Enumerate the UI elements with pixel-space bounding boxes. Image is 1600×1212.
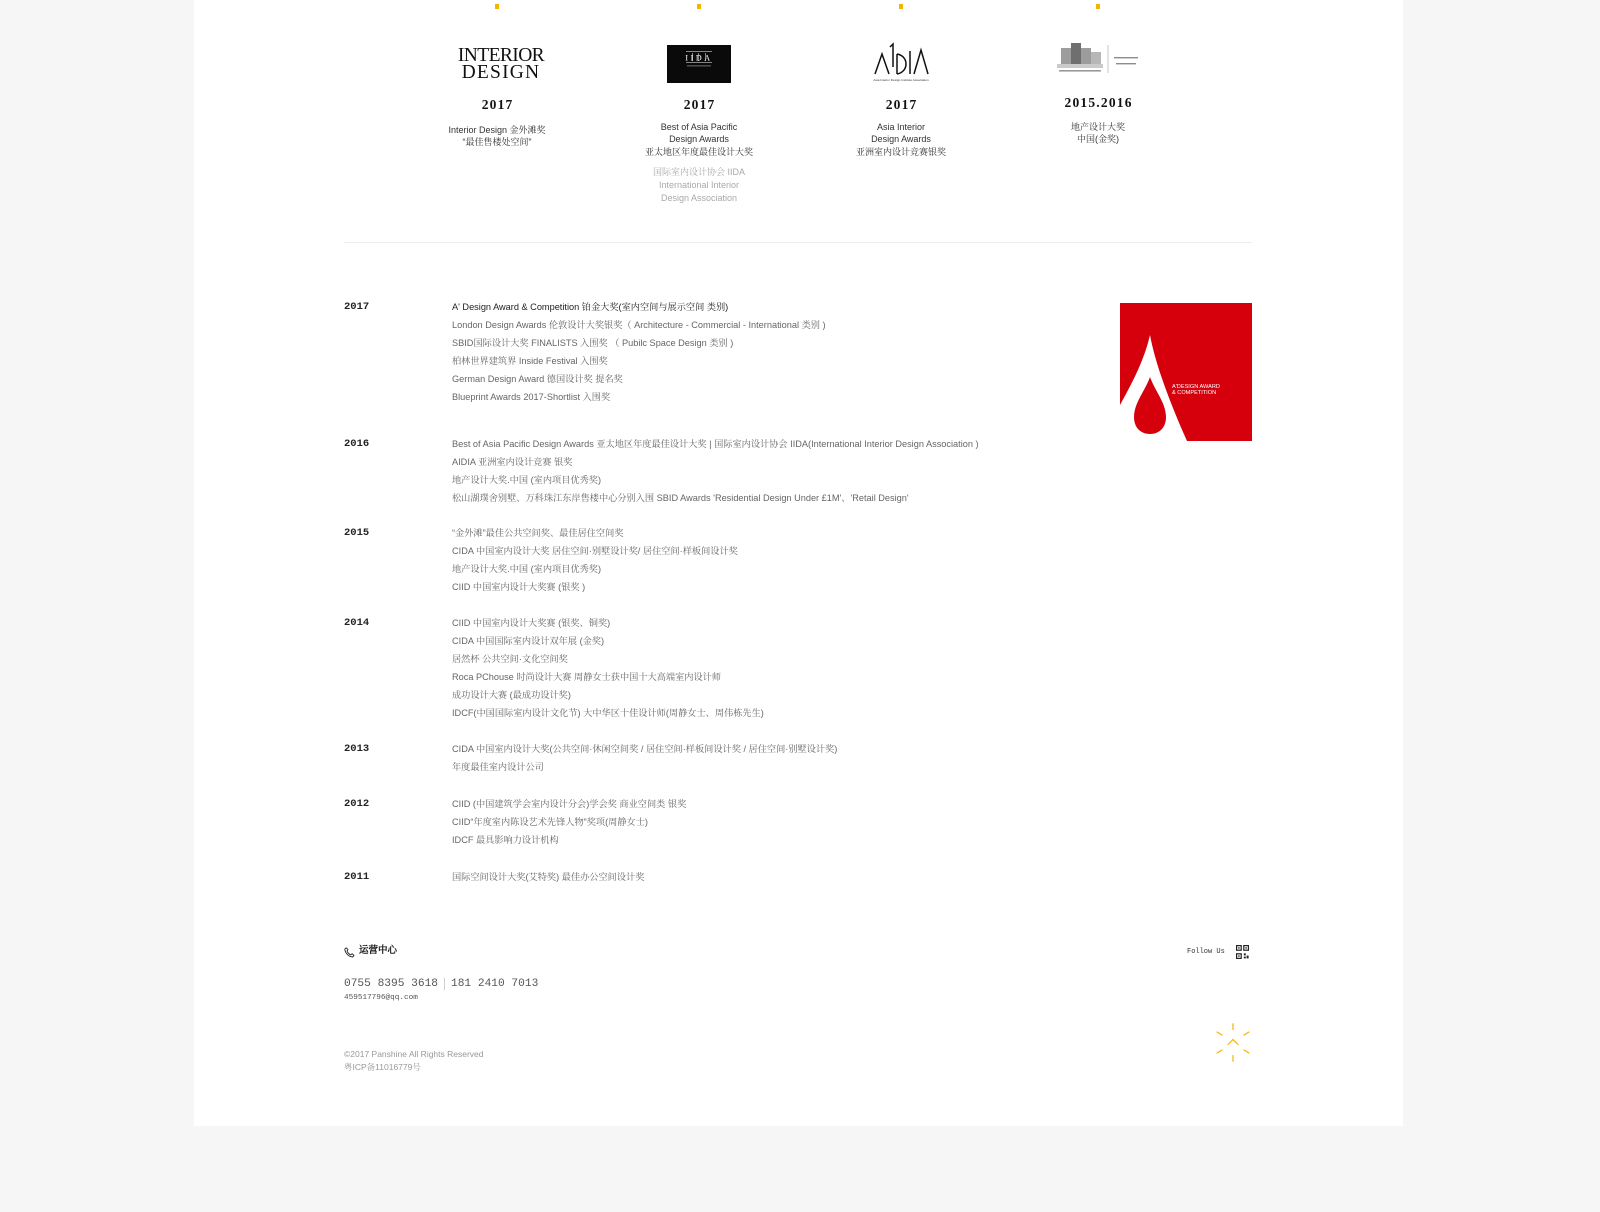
highlight-line: Design Awards [871,134,931,145]
award-item: “金外滩”最佳公共空间奖、最佳居住空间奖 [452,528,624,538]
award-item: Roca PChouse 时尚设计大赛 周静女士获中国十大高端室内设计师 [452,672,722,682]
highlight-year: 2015.2016 [1064,95,1133,110]
award-item: 地产设计大奖.中国 (室内项目优秀奖) [452,564,602,574]
highlight-sub-line: International Interior [658,179,740,190]
award-year-label: 2015 [344,527,370,539]
highlight-sub-line: Design Association [660,192,738,203]
aidia-logo-caption: Asia Interior Design Institute Association [873,78,929,82]
copyright-text: ©2017 Panshine All Rights Reserved [344,1049,484,1059]
highlight-year: 2017 [885,97,918,112]
a-design-award-logo [1120,303,1252,441]
section-divider [344,242,1252,243]
logo-text-line: INTERIOR [457,45,545,66]
follow-us-label: Follow Us [1187,948,1225,956]
award-year-label: 2011 [344,871,370,883]
highlight-sub-line: 国际室内设计协会 IIDA [652,167,745,177]
highlight-organization [599,166,799,204]
award-item: CIID 中国室内设计大奖赛 (银奖、铜奖) [452,618,611,628]
award-item: CIID (中国建筑学会室内设计分会)学会奖 商业空间类 银奖 [452,799,687,809]
icp-license: 粤ICP备11016779号 [344,1061,421,1072]
a-design-logo-text: A'DESIGN AWARD [1172,384,1220,390]
office-label: 运营中心 [359,945,398,956]
award-item: AIDIA 亚洲室内设计竞赛 银奖 [452,457,573,467]
phone-separator [444,978,445,990]
award-item: German Design Award 德国设计奖 提名奖 [452,374,623,384]
highlight-iida [599,0,799,210]
award-item: CIDA 中国室内设计大奖 居住空间·别墅设计奖/ 居住空间·样板间设计奖 [452,546,738,556]
highlight-line: 中国(金奖) [1077,134,1119,145]
award-item: A' Design Award & Competition 铂金大奖(室内空间与展示空间 类别) [452,302,729,312]
award-item: 地产设计大奖.中国 (室内项目优秀奖) [452,475,602,485]
award-item: CIDA 中国室内设计大奖(公共空间·休闲空间奖 / 居住空间·样板间设计奖 / 居住空间·别墅设计奖) [452,744,838,754]
iida-logo [599,45,799,83]
award-item: 柏林世界建筑界 Inside Festival 入围奖 [452,356,608,366]
highlight-line: Asia Interior [876,122,926,132]
real-estate-design-award-logo [998,41,1198,77]
award-year-label: 2014 [344,617,370,629]
highlight-interior-design [397,0,597,210]
award-list [452,435,979,507]
a-design-logo-text: & COMPETITION [1172,390,1217,396]
award-list [452,795,686,849]
award-item: CIDA 中国国际室内设计双年展 (金奖) [452,636,605,646]
award-list [452,298,826,406]
award-list [452,740,837,776]
award-item: SBID国际设计大奖 FINALISTS 入围奖 （ Pubilc Space Design 类别 ) [452,338,734,348]
interior-design-logo [401,45,601,83]
highlight-line: “最佳售楼处空间” [462,137,532,148]
award-year-label: 2017 [344,301,370,313]
highlight-line: 亚太地区年度最佳设计大奖 [644,146,753,157]
award-list [452,524,738,596]
highlight-real-estate-design [998,0,1198,210]
award-list [452,614,764,722]
highlight-aidia [801,0,1001,210]
award-year-label: 2013 [344,743,370,755]
highlight-year: 2017 [481,97,514,112]
section-marker-dot [697,4,701,9]
phone-numbers [344,977,538,991]
phone-number: 181 2410 7013 [451,978,539,990]
contact-email: 459517796@qq.com [344,994,418,1002]
section-marker-dot [899,4,903,9]
award-item: IDCF(中国国际室内设计文化节) 大中华区十佳设计师(周静女士、周伟栋先生) [452,708,764,718]
highlight-line: 地产设计大奖 [1070,122,1125,132]
award-item: 年度最佳室内设计公司 [452,762,544,772]
award-item: Best of Asia Pacific Design Awards 亚太地区年度最佳设计大奖 | 国际室内设计协会 IIDA(International Interior Design Association ) [452,439,979,449]
award-item: 松山湖璞舍别墅、万科珠江东岸售楼中心分别入围 SBID Awards 'Residential Design Under £1M'、'Retail Design' [452,493,909,503]
qr-code-icon[interactable] [1236,945,1249,959]
highlight-line: Design Awards [669,134,729,145]
award-list [452,868,644,886]
highlight-line: 亚洲室内设计竞赛银奖 [855,146,946,157]
award-item: CIID 中国室内设计大奖赛 (银奖 ) [452,582,586,592]
award-year-label: 2016 [344,438,370,450]
highlight-description [599,121,799,158]
highlight-line: Interior Design 金外滩奖 [448,125,546,135]
highlight-description [397,124,597,149]
award-item: CIID“年度室内陈设艺术先锋人物”奖项(周静女士) [452,817,648,827]
award-item: 国际空间设计大奖(艾特奖) 最佳办公空间设计奖 [452,872,645,882]
highlight-year: 2017 [683,97,716,112]
highlight-description [998,121,1198,146]
highlight-line: Best of Asia Pacific [660,122,738,132]
back-to-top-icon[interactable] [1216,1023,1250,1062]
award-item: IDCF 最具影响力设计机构 [452,835,559,845]
phone-icon [344,945,355,956]
award-item: 居然杯 公共空间·文化空间奖 [452,654,568,664]
section-marker-dot [1096,4,1100,9]
award-item: London Design Awards 伦敦设计大奖银奖（ Architecture - Commercial - International 类别 ) [452,320,826,330]
logo-text-line: DESIGN [461,62,541,83]
highlight-description [801,121,1001,158]
iida-logo-text: IIDA [685,53,713,63]
phone-number: 0755 8395 3618 [344,978,438,990]
award-item: 成功设计大赛 (最成功设计奖) [452,690,571,700]
award-year-label: 2012 [344,798,370,810]
section-marker-dot [495,4,499,9]
award-item: Blueprint Awards 2017-Shortlist 入围奖 [452,392,611,402]
aidia-logo [801,41,1001,85]
copyright-block [344,1048,484,1073]
